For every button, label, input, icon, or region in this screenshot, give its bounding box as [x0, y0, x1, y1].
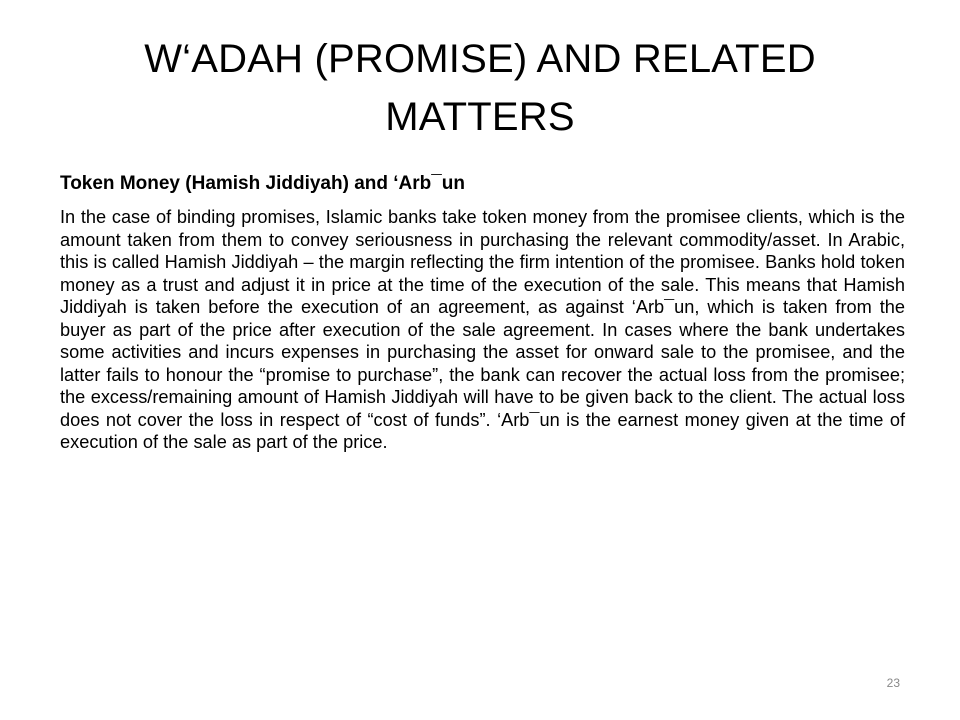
slide-title: W‘ADAH (PROMISE) AND RELATED MATTERS	[144, 37, 816, 139]
body-paragraph: In the case of binding promises, Islamic banks take token money from the promisee clients, which is the amount taken from them to convey seriousness in purchasing the relevant commodity/asset. In Arabic, this is called Hamish Jiddiyah – the margin reflecting the firm intention of the promisee. Banks hold token money as a trust and adjust it in price at the time of the execution of the sale. This means that Hamish Jiddiyah is taken before the execution of an agreement, as against ‘Arb¯un, which is taken from the buyer as part of the price after execution of the sale agreement. In cases where the bank undertakes some activities and incurs expenses in purchasing the asset for onward sale to the promisee, and the latter fails to honour the “promise to purchase”, the bank can recover the actual loss from the promisee; the excess/remaining amount of Hamish Jiddiyah will have to be given back to the client. The actual loss does not cover the loss in respect of “cost of funds”. ‘Arb¯un is the earnest money given at the time of execution of the sale as part of the price.	[60, 207, 905, 452]
content-area	[60, 172, 905, 454]
section-subheading: Token Money (Hamish Jiddiyah) and ‘Arb¯un	[60, 173, 465, 194]
page-number: 23	[886, 676, 900, 690]
